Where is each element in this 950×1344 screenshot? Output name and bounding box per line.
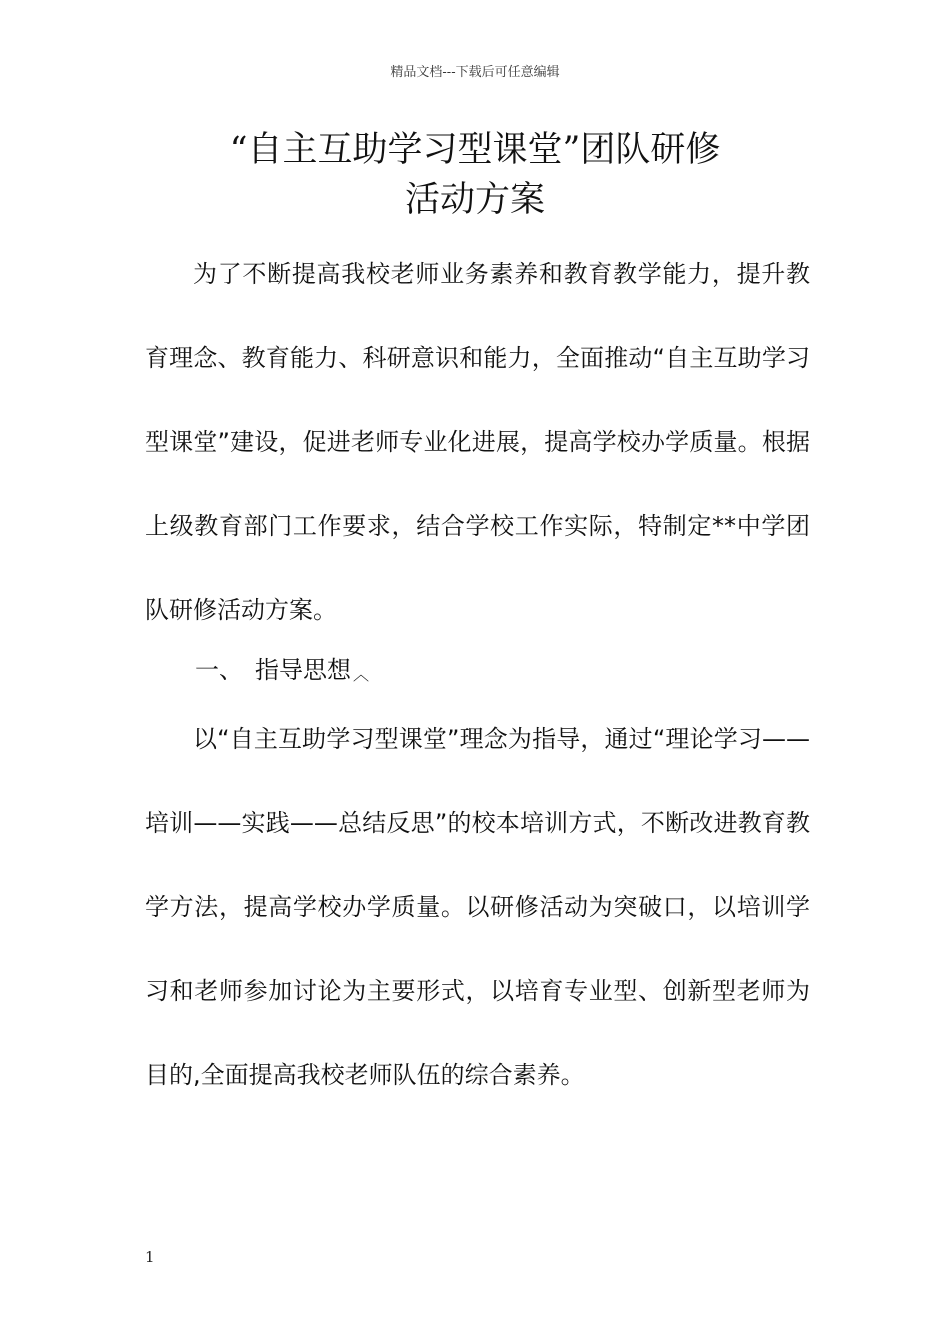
caret-marker-icon: ︿ xyxy=(353,665,370,684)
page-header: 精品文档---下载后可任意编辑 xyxy=(390,65,560,80)
document-title-line-1: “自主互助学习型课堂”团队研修 xyxy=(229,130,721,170)
section-number: 一、 xyxy=(195,656,243,684)
guiding-ideology-paragraph: 以“自主互助学习型课堂”理念为指导，通过“理论学习——培训——实践——总结反思”的校本培训方式，不断改进教育教学方法，提高学校办学质量。以研修活动为突破口，以培训学习和老师参加讨论为主要形式，以培育专业型、创新型老师为目的,全面提高我校老师队伍的综合素养。 xyxy=(145,725,810,1089)
document-title-line-2: 活动方案 xyxy=(404,180,545,220)
section-heading-text: 指导思想 xyxy=(255,656,351,684)
intro-paragraph: 为了不断提高我校老师业务素养和教育教学能力，提升教育理念、教育能力、科研意识和能力，全面推动“自主互助学习型课堂”建设，促进老师专业化进展，提高学校办学质量。根据上级教育部门工作要求，结合学校工作实际，特制定**中学团队研修活动方案。 xyxy=(145,260,810,624)
page-number: 1 xyxy=(145,1248,155,1266)
section-heading-guiding-ideology xyxy=(195,652,369,693)
